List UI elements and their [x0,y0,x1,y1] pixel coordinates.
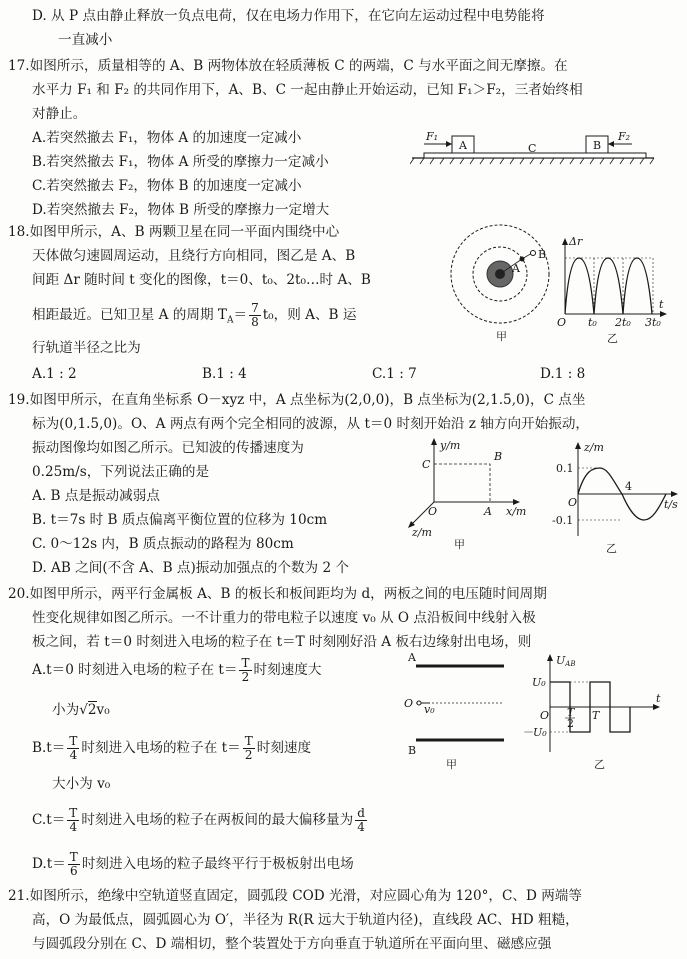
q18-option-a: A.1 : 2 [32,366,77,382]
axis-z-label: z/m [584,441,604,454]
force-f1-label: F₁ [426,130,439,143]
origin-o-label: O [428,505,438,518]
satellite-b-label: B [538,248,547,261]
tick-half-t-den: 2 [567,717,574,730]
frac-num: T [244,734,253,748]
q20-stem-line2: 性变化规律如图乙所示。一不计重力的带电粒子以速度 v₀ 从 O 点沿板间中线射入极 [32,610,536,626]
satellite-a [520,257,525,262]
q18-fraction [249,302,261,329]
q20-option-d [32,848,354,880]
tick-minus-0-1: -0.1 [552,514,574,527]
q19-stem-line1: 19.如图甲所示，在直角坐标系 O－xyz 中，A 点坐标为(2,0,0)，B 点坐标为(2,1.5,0)，C 点坐 [8,392,586,408]
point-c-label: C [422,458,431,471]
q16-option-d-line2: 一直减小 [58,32,113,48]
q18-frac-num: 7 [251,301,259,315]
tick-3t0: 3t₀ [645,316,661,329]
v0-label: v₀ [424,703,435,716]
q18-period-subscript: A [226,315,234,326]
q19-stem-line3: 振动图像均如图乙所示。已知波的传播速度为 [32,440,304,456]
tick-2t0: 2t₀ [615,316,631,329]
satellite-a-label: A [512,262,520,275]
q20-d-text: D.t＝ [32,856,66,872]
frac-den: 4 [357,820,365,834]
axis-t-label: t [659,298,664,311]
q20-a2-sqrt: 2 [87,702,97,718]
q20-b-fraction2 [243,735,255,762]
q20-d-fraction [68,851,80,878]
q17-option-a: A.若突然撤去 F₁，物体 A 的加速度一定减小 [32,130,302,146]
axis-y-label: y/m [440,439,461,452]
q19-option-b: B. t＝7s 时 B 质点偏离平衡位置的位移为 10cm [32,512,328,528]
q20-option-a-line2: 小为√2v₀ [52,702,110,718]
q20-option-b-line1 [32,732,311,764]
q20-a-tail: 时刻速度大 [253,662,322,678]
q17-option-b: B.若突然撤去 F₁，物体 A 所受的摩擦力一定减小 [32,154,329,170]
origin-label: O [568,496,578,509]
q20-b-fraction1 [67,735,79,762]
q20-a2-text: 小为 [52,702,80,718]
frac-den: 4 [69,820,78,834]
q20-figure-yi [520,652,670,774]
q17-stem-line3: 对静止。 [32,106,87,122]
q19-figure-yi [548,440,684,558]
origin-label: O [540,709,550,722]
figure-yi-caption: 乙 [594,758,605,771]
axis-x-label: x/m [506,505,527,518]
q18-line4-tail: t₀，则 A、B 运 [262,307,357,323]
q20-option-a-line1 [32,654,321,686]
q18-stem-line5: 行轨道半径之比为 [32,340,141,356]
q18-stem-line1: 18.如图甲所示，A、B 两颗卫星在同一平面内围绕中心 [8,224,340,240]
q18-equals: ＝ [233,307,248,323]
point-o-label: O [404,697,414,710]
q20-c-text: C.t＝ [32,812,66,828]
q20-stem-line1: 20.如图甲所示，两平行金属板 A、B 的板长和板间距均为 d，两板之间的电压随时间周期 [8,586,547,602]
frac-num: T [69,850,78,864]
q20-d-tail: 时刻进入电场的粒子最终平行于极板射出电场 [81,856,354,872]
axis-t-label: t/s [664,498,678,511]
tick-t: T [592,709,600,722]
q20-stem-line3: 板之间，若 t＝0 时刻进入电场的粒子在 t＝T 时刻刚好沿 A 板右边缘射出电场，则 [32,634,532,650]
q20-a-fraction [239,657,251,684]
q20-option-b-line2: 大小为 v₀ [52,776,111,792]
frac-num: T [69,806,78,820]
figure-yi-caption: 乙 [607,332,618,345]
q20-c-fraction1 [67,807,79,834]
q16-option-d-line1: D. 从 P 点由静止释放一负点电荷，仅在电场力作用下，在它向左运动过程中电势能将 [32,8,545,24]
frac-den: 4 [69,748,78,762]
axis-z-label: z/m [412,526,432,539]
q18-figure-yi [555,236,675,348]
q18-figure-jia [448,222,560,362]
point-a-label: A [484,505,492,518]
plate-a-label: A [408,652,416,664]
q19-figure-jia [398,436,538,558]
point-b-label: B [494,450,503,463]
block-a-label: A [459,139,467,152]
distance-curve [565,258,652,314]
origin-label: O [557,316,567,329]
figure-jia-caption: 甲 [496,330,507,343]
q18-stem-line4 [32,300,356,336]
tick-t0: t₀ [588,316,597,329]
q21-stem-line1: 21.如图所示，绝缘中空轨道竖直固定，圆弧段 COD 光滑，对应圆心角为 120°，C、D 两端等 [8,888,582,904]
q20-b-mid: 时刻进入电场的粒子在 t＝ [81,740,241,756]
q20-b-text: B.t＝ [32,740,66,756]
tick-half-t-num: T [567,706,575,719]
tick-minus-u0: －U₀ [522,726,547,739]
frac-den: 6 [69,864,78,878]
q18-line4-text: 相距最近。已知卫星 A 的周期 T [32,307,227,323]
frac-num: T [241,656,250,670]
q19-stem-line4: 0.25m/s，下列说法正确的是 [32,464,210,480]
q19-stem-line2: 标为(0,1.5,0)。O、A 两点有两个完全相同的波源，从 t＝0 时刻开始沿 z 轴方向开始振动， [32,416,590,432]
q18-option-b: B.1 : 4 [202,366,247,382]
q20-c-mid: 时刻进入电场的粒子在两板间的最大偏移量为 [81,812,354,828]
axis-u-label: UAB [556,654,576,668]
axis-t-label: t [656,692,661,705]
frac-num: T [69,734,78,748]
frac-den: 2 [241,670,250,684]
q17-stem-line2: 水平力 F₁ 和 F₂ 的共同作用下，A、B、C 一起由静止开始运动，已知 F₁＞F₂，三者始终相 [32,82,583,98]
q17-stem-line1: 17.如图所示，质量相等的 A、B 两物体放在轻质薄板 C 的两端，C 与水平面之间无摩擦。在 [8,58,568,74]
tick-u0: U₀ [532,676,546,689]
q19-option-c: C. 0～12s 内，B 质点振动的路程为 80cm [32,536,294,552]
q18-stem-line3: 间距 Δr 随时间 t 变化的图像，t＝0、t₀、2t₀…时 A、B [32,272,371,288]
q20-option-c [32,804,369,836]
force-f2-label: F₂ [618,130,631,143]
q21-stem-line3: 与圆弧段分别在 C、D 端相切，整个装置处于方向垂直于轨道所在平面向里、磁感应强 [32,936,552,952]
q20-figure-jia [400,652,510,774]
q20-a2-tail: v₀ [96,702,110,718]
q18-option-d: D.1 : 8 [540,366,586,382]
figure-jia-caption: 甲 [446,758,457,771]
q18-option-c: C.1 : 7 [372,366,417,382]
frac-den: 2 [244,748,253,762]
q20-a-text: A.t＝0 时刻进入电场的粒子在 t＝ [32,662,238,678]
board-c-label: C [528,142,537,155]
q19-option-a: A. B 点是振动减弱点 [32,488,160,504]
axis-dr-label: Δr [569,236,583,248]
q17-option-d: D.若突然撤去 F₂，物体 B 所受的摩擦力一定增大 [32,202,330,218]
q18-frac-den: 8 [251,315,259,329]
block-b-label: B [593,139,602,152]
figure-yi-caption: 乙 [606,542,617,555]
q19-option-d: D. AB 之间(不含 A、B 点)振动加强点的个数为 2 个 [32,560,350,576]
tick-4: 4 [625,480,632,493]
q21-stem-line2: 高，O 为最低点，圆弧圆心为 O′，半径为 R(R 远大于轨道内径)，直线段 AC、HD 粗糙， [32,912,579,928]
q17-figure [410,128,660,172]
q18-stem-line2: 天体做匀速圆周运动，且绕行方向相同，图乙是 A、B [32,248,356,264]
q20-b-tail: 时刻速度 [256,740,312,756]
tick-plus-0-1: 0.1 [556,462,574,475]
q20-c-fraction2 [355,807,367,834]
figure-jia-caption: 甲 [454,538,465,551]
frac-num: d [357,806,365,820]
satellite-b [531,251,536,256]
plate-b-label: B [408,744,417,757]
q17-option-c: C.若突然撤去 F₂，物体 B 的加速度一定减小 [32,178,302,194]
